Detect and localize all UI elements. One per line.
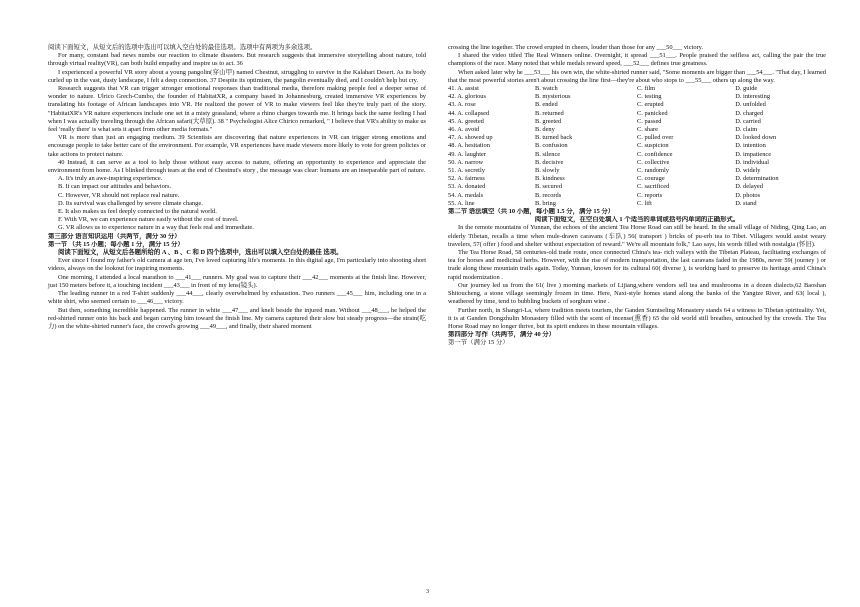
choice-46-a: 46. A. avoid xyxy=(448,126,480,134)
choice-46-d: D. claim xyxy=(735,126,758,134)
grammar-paragraph-2: The Tea Horse Road, 58 centuries-old trade route, once connected China's tea- rich valleys with the Tibetan Plateau, facilitating exchanges of tea for horses and medicinal herbs. However, with the rise of modern transportation, the last caravans faded in the 1980s, never 59( journey ) or trade along these mountain trails again. Today, Yunnan, known for its cultural 60( diverse ), is working hard to preserve its heritage amid China's rapid modernization . xyxy=(448,249,826,281)
choice-row-45 xyxy=(448,118,826,126)
choice-43-d: D. unfolded xyxy=(735,101,766,109)
choice-45-c: C. passed xyxy=(636,117,662,125)
choice-50-b: B. decisive xyxy=(534,158,564,166)
option-f: F. With VR, we can experience nature easily without the cost of travel. xyxy=(58,216,239,224)
choice-54-b: B. records xyxy=(534,191,562,199)
choice-41-c: C. film xyxy=(636,85,656,93)
page-number: 3 xyxy=(426,589,429,595)
choice-55-a: 55. A. line xyxy=(448,199,475,207)
choice-49-c: C. confidence xyxy=(636,150,673,158)
choice-48-d: D. intention xyxy=(735,142,766,150)
cloze-paragraph-6: I shared the video titled The Real Winners online. Overnight, it spread ___51___. People praised the selfless act, calling the pair the true champions of the race. Many noted that while medals reward speed, ___52___ defines true greatness. xyxy=(448,52,826,68)
choice-row-49 xyxy=(448,151,826,159)
choice-row-44 xyxy=(448,110,826,118)
choice-row-47 xyxy=(448,134,826,142)
choice-row-55 xyxy=(448,200,826,208)
grammar-paragraph-3: Our journey led us from the 61( live ) morning markets of Lijiang,where vendors sell tea and mushrooms in a dozen dialects,62 Baoshan Shitoucheng, a stone village seemingly frozen in time. Here, Naxi-style homes stand along the banks of the Yangtze River, and 63( local ), weathered by time, tend to bubbling buckets of sorghum wine . xyxy=(448,281,826,306)
choice-row-53 xyxy=(448,183,826,191)
choice-53-d: D. delayed xyxy=(735,183,763,191)
choice-55-d: D. stand xyxy=(735,199,757,207)
option-c: C. However, VR should not replace real nature. xyxy=(58,191,180,199)
choice-row-52 xyxy=(448,175,826,183)
choice-53-c: C. sacrificed xyxy=(636,183,670,191)
choice-42-b: B. mysterious xyxy=(534,93,571,101)
choice-47-c: C. pulled over xyxy=(636,134,674,142)
choice-47-b: B. turned back xyxy=(534,134,573,142)
cloze-paragraph-5: crossing the line together. The crowd erupted in cheers, louder than those for any ___50___ victory. xyxy=(448,44,704,51)
choice-42-a: 42. A. glorious xyxy=(448,93,486,101)
choice-41-a: 41. A. assist xyxy=(448,85,479,93)
section-3-part-2-heading: 第二节 语法填空（共 10 小题，每小题 1.5 分，满分 15 分） xyxy=(448,208,615,216)
option-e: E. It also makes us feel deeply connected to the natural world. xyxy=(58,208,217,216)
choice-42-c: C. testing xyxy=(636,93,662,101)
paragraph-4: VR is more than just an engaging medium. 39 Scientists are discovering that nature experiences in VR can trigger strong emotions and encourage people to take better care of the environment. For example, VR experiences have made viewers more likely to vote for green policies or take actions to protect nature. xyxy=(48,134,426,158)
choice-43-a: 43. A. rose xyxy=(448,101,476,109)
cloze-choices xyxy=(448,85,826,208)
choice-53-a: 53. A. donated xyxy=(448,183,486,191)
choice-51-a: 51. A. secretly xyxy=(448,167,485,175)
choice-45-b: B. greeted xyxy=(534,117,562,125)
choice-row-43 xyxy=(448,101,826,109)
choice-51-c: C. randomly xyxy=(636,167,669,175)
choice-52-c: C. courage xyxy=(636,175,665,183)
section-3-part-1-heading: 第一节 （共 15 小题；每小题 1 分，满分 15 分） xyxy=(48,240,184,248)
grammar-instructions: 阅读下面短文，在空白处填入 1 个适当的单词或括号内单词的正确形式。 xyxy=(534,216,740,224)
choice-50-c: C. collective xyxy=(636,158,670,166)
reading-intro: 阅读下面短文，从短文后的选项中选出可以填入空白处的最佳选项。选项中有两项为多余选项。 xyxy=(48,44,317,51)
option-d: D. Its survival was challenged by severe climate change. xyxy=(58,199,203,207)
choice-49-d: D. impatience xyxy=(735,150,772,158)
right-column xyxy=(448,44,826,348)
left-column xyxy=(48,44,426,331)
choice-48-c: C. suspicion xyxy=(636,142,669,150)
choice-49-b: B. silence xyxy=(534,150,561,158)
option-a: A. It's truly an awe-inspiring experience. xyxy=(58,175,163,183)
option-b: B. It can impact our attitudes and behaviors. xyxy=(58,183,172,191)
choice-row-46 xyxy=(448,126,826,134)
paragraph-3: Research suggests that VR can trigger stronger emotional responses than traditional media, therefore making people feel a deeper sense of wonder to nature. Ulrico Grech-Cumbo, the founder of HabitatXR, a company based in Johannesburg, created immersive VR experiences by translating his footage of African landscapes into VR. He realized the power of VR to make viewers feel like they're truly part of the story. "HabitatXR's VR nature experiences include one set in a misty grassland, where a rhino charges towards me. It brings back the same feeling I had when I was actually traveling through the African safari(大草原). 38 " Psychologist Alice Chirico remarked, " I believe that VR's ability to make us feel 'really there' is what sets it apart from other media formats." xyxy=(48,85,426,134)
choice-52-a: 52. A. fairness xyxy=(448,175,485,183)
choice-55-b: B. bring xyxy=(534,199,556,207)
choice-47-a: 47. A. showed up xyxy=(448,134,493,142)
choice-row-50 xyxy=(448,159,826,167)
section-4-heading: 第四部分 写作（共两节，满分 40 分） xyxy=(448,331,556,339)
choice-45-a: 45. A. greeted xyxy=(448,117,484,125)
choice-45-d: D. carried xyxy=(735,117,761,125)
choice-44-b: B. returned xyxy=(534,109,564,117)
choice-49-a: 49. A. laughter xyxy=(448,150,486,158)
choice-row-42 xyxy=(448,93,826,101)
grammar-paragraph-4: Further north, in Shangri-La, where tradition meets tourism, the Ganden Sumtseling Monastery stands 64 a witness to Tibetan spirituality. Yet, it is at Ganden Dongzhulin Monastery filled with the scent of incense(熏香) 65 the old world still breathes, untouched by the crowds. The Tea Horse Road may no longer thrive, but its spirit endures in these mountain villages. xyxy=(448,306,826,330)
choice-44-c: C. panicked xyxy=(636,109,668,117)
paragraph-5: 40 Instead, it can serve as a tool to help those without easy access to nature, offering an opportunity to experience and appreciate the environment from home. As I blinked through tears at the end of Chestnut's story , the message was clear: humans are an inseparable part of nature. xyxy=(48,158,426,175)
cloze-paragraph-4: But then, something incredible happened. The runner in white ___47___ and knelt beside the injured man. Without ___48___, he helped the red-shirted runner onto his back and began carrying him toward the finish line. My camera captured their slow but steady progress—the strain(吃力) on the white-shirted runner's face, the crowd's growing ___49___, and finally, their shared moment xyxy=(48,306,426,330)
section-3-heading: 第三部分 语言知识运用（共两节，满分 30 分） xyxy=(48,232,181,240)
choice-row-51 xyxy=(448,167,826,175)
option-g: G. VR allows us to experience nature in a way that feels real and immediate. xyxy=(58,224,254,232)
choice-54-a: 54. A. medals xyxy=(448,191,484,199)
choice-54-c: C. reports xyxy=(636,191,663,199)
choice-46-c: C. share xyxy=(636,126,658,134)
choice-41-b: B. watch xyxy=(534,85,558,93)
choice-row-54 xyxy=(448,192,826,200)
choice-43-c: C. erupted xyxy=(636,101,664,109)
seven-choose-five-options xyxy=(48,175,426,232)
choice-52-d: D. determination xyxy=(735,175,779,183)
choice-50-a: 50. A. narrow xyxy=(448,158,484,166)
cloze-paragraph-3: The leading runner in a red T-shirt suddenly ___44___, clearly overwhelmed by exhaustion. Two runners ___45___ him, including one in a white shirt, who seemed certain to ___46___ victory. xyxy=(48,290,426,306)
choice-44-a: 44. A. collapsed xyxy=(448,109,490,117)
choice-50-d: D. individual xyxy=(735,158,769,166)
choice-row-48 xyxy=(448,142,826,150)
cloze-paragraph-7: When asked later why he ___53___ his own win, the white-shirted runner said, "Some moments are bigger than ___54___. "That day, I learned that the most powerful stories aren't about crossing the line first—they're about who stops to ___55___ others up along the way. xyxy=(448,68,826,84)
choice-47-d: D. looked down xyxy=(735,134,777,142)
choice-42-d: D. interesting xyxy=(735,93,771,101)
choice-51-d: D. widely xyxy=(735,167,761,175)
paragraph-1: For many, constant bad news numbs our reaction to climate disasters. But research suggests that immersive storytelling about nature, told through virtual reality(VR), can both build empathy and inspire us to act. 36 xyxy=(48,52,426,68)
choice-52-b: B. kindness xyxy=(534,175,565,183)
section-4-part-1-heading: 第一节（满分 15 分） xyxy=(448,339,509,347)
choice-55-c: C. lift xyxy=(636,199,652,207)
choice-41-d: D. guide xyxy=(735,85,758,93)
grammar-paragraph-1: In the remote mountains of Yunnan, the echoes of the ancient Tea Horse Road can still be heard. In the small village of Niding, Qing Lao, an elderly Tibetan, recalls a time when mule-drawn caravans (车队) 56( transport ) bricks of pu-erh tea to Tibet. Villagers would assist weary travelers, 57( offer ) food and shelter without expectation of reward." We're all mountain folk," Lao says, his words filled with nostalgia (怀旧). xyxy=(448,224,826,248)
choice-44-d: D. charged xyxy=(735,109,764,117)
cloze-paragraph-2: One morning, I attended a local marathon to ___41___ runners. My goal was to capture their ___42___ moments at the finish line. However, just 150 meters before it, a touching incident ___43___ in front of my lens(镜头). xyxy=(48,273,426,289)
cloze-paragraph-1: Ever since I found my father's old camera at age ten, I've loved capturing life's moments. In this digital age, I'm particularly into shooting short videos, always on the lookout for inspiring moments. xyxy=(48,257,426,273)
cloze-instructions: 阅读下面短文，从短文后各题所给的 A 、B 、C 和 D 四个选项中，选出可以填入空白处的最佳 选项。 xyxy=(58,249,343,257)
choice-43-b: B. ended xyxy=(534,101,558,109)
choice-53-b: B. secured xyxy=(534,183,562,191)
choice-48-b: B. confusion xyxy=(534,142,568,150)
paragraph-2: I experienced a powerful VR story about a young pangolin(穿山甲) named Chestnut, struggling to survive in the Kalahari Desert. As its body curled up in the vast, dusty landscape, I felt a deep connection. 37 Despite its optimism, the pangolin eventually died, and I couldn't help but cry. xyxy=(48,68,426,84)
choice-46-b: B. deny xyxy=(534,126,555,134)
choice-48-a: 48. A. hesitation xyxy=(448,142,490,150)
choice-row-41 xyxy=(448,85,826,93)
choice-54-d: D. photos xyxy=(735,191,761,199)
choice-51-b: B. slowly xyxy=(534,167,560,175)
